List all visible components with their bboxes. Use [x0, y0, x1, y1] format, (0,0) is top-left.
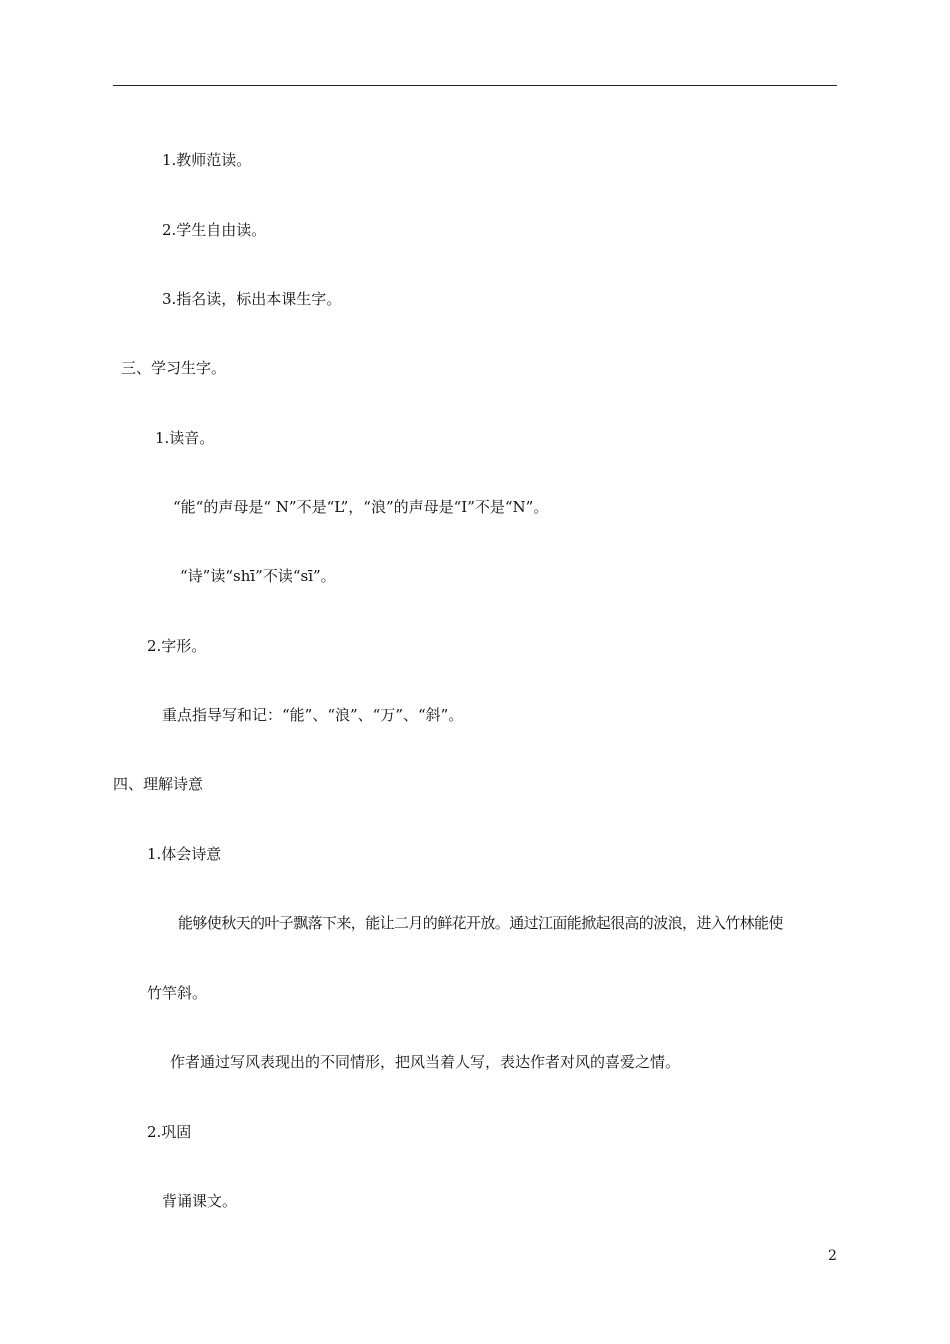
step-students-read: 2.学生自由读。: [162, 221, 267, 239]
pronunciation-note-1: “能“的声母是“ N”不是“L”，“浪”的声母是“I”不是“N”。: [173, 498, 549, 516]
subheading-consolidate: 2.巩固: [147, 1123, 192, 1141]
step-named-reading: 3.指名读，标出本课生字。: [162, 290, 342, 308]
subheading-pronunciation: 1.读音。: [155, 429, 215, 447]
section-heading-3: 三、学习生字。: [121, 359, 227, 377]
meaning-paragraph-line-2: 竹竿斜。: [147, 984, 208, 1002]
subheading-meaning: 1.体会诗意: [147, 845, 222, 863]
character-form-note: 重点指导写和记：“能”、“浪”、“万”、“斜”。: [162, 706, 464, 724]
section-heading-4: 四、理解诗意: [113, 775, 204, 793]
recite-text: 背诵课文。: [162, 1192, 238, 1210]
step-teacher-reads: 1.教师范读。: [162, 151, 252, 169]
subheading-character-form: 2.字形。: [147, 637, 207, 655]
header-rule: [113, 85, 837, 86]
page-number: 2: [828, 1248, 837, 1264]
meaning-summary: 作者通过写风表现出的不同情形，把风当着人写，表达作者对风的喜爱之情。: [170, 1053, 681, 1071]
meaning-paragraph-line-1: 能够使秋天的叶子飘落下来，能让二月的鲜花开放。通过江面能掀起很高的波浪，进入竹林能使: [178, 914, 783, 932]
pronunciation-note-2: “诗”读“shī”不读“sī”。: [180, 567, 336, 585]
